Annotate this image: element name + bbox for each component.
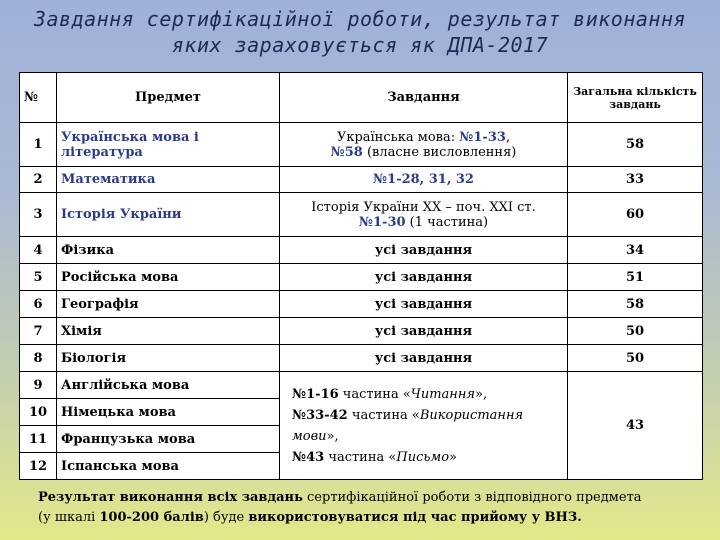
footer-text: ) буде	[203, 510, 249, 525]
task-text: »	[449, 449, 458, 465]
row-subject: Французька мова	[57, 426, 280, 453]
row-task	[280, 193, 568, 237]
row-total: 33	[568, 167, 703, 193]
assignments-table	[19, 72, 703, 480]
footer-text: використовуватися під час прийому у ВНЗ.	[248, 510, 582, 525]
task-text: частина «	[324, 449, 397, 465]
task-part-name: Читання	[410, 386, 476, 402]
row-num: 4	[20, 237, 57, 264]
row-total: 50	[568, 318, 703, 345]
row-subject: Хімія	[57, 318, 280, 345]
row-subject: Німецька мова	[57, 399, 280, 426]
task-part-name: Використання мови	[292, 407, 524, 444]
row-task: усі завдання	[280, 237, 568, 264]
header-total: Загальна кількість завдань	[568, 73, 703, 123]
table-row	[20, 345, 703, 372]
row-num: 8	[20, 345, 57, 372]
task-text: »,	[326, 428, 339, 444]
task-text: ,	[505, 129, 511, 145]
row-task: усі завдання	[280, 264, 568, 291]
row-task: усі завдання	[280, 318, 568, 345]
row-subject: Іспанська мова	[57, 453, 280, 480]
task-text: частина «	[347, 407, 420, 423]
table-row	[20, 372, 703, 399]
page-title	[20, 6, 700, 58]
row-total: 60	[568, 193, 703, 237]
header-task: Завдання	[280, 73, 568, 123]
footer-note	[38, 488, 688, 528]
table-row	[20, 167, 703, 193]
task-range: №43	[292, 449, 325, 465]
row-total: 34	[568, 237, 703, 264]
table-row	[20, 237, 703, 264]
row-total: 50	[568, 345, 703, 372]
table-row	[20, 193, 703, 237]
row-subject: Фізика	[57, 237, 280, 264]
row-num: 10	[20, 399, 57, 426]
task-range: №33-42	[292, 407, 348, 423]
languages-total: 43	[568, 372, 703, 480]
row-num: 5	[20, 264, 57, 291]
row-num: 9	[20, 372, 57, 399]
row-subject: Математика	[57, 167, 280, 193]
footer-text: Результат виконання всіх завдань	[38, 490, 303, 505]
row-num: 6	[20, 291, 57, 318]
languages-task	[280, 372, 568, 480]
row-num: 1	[20, 123, 57, 167]
table-row	[20, 291, 703, 318]
task-text: Історія України ХХ – поч. ХХІ ст.	[311, 199, 536, 215]
header-num: №	[20, 73, 57, 123]
row-task: №1-28, 31, 32	[280, 167, 568, 193]
row-task: усі завдання	[280, 345, 568, 372]
row-subject: Українська мова і література	[57, 123, 280, 167]
row-subject: Біологія	[57, 345, 280, 372]
task-range: №1-30	[358, 214, 406, 230]
task-text: »,	[475, 386, 488, 402]
title-line-2: яких зараховується як ДПА-2017	[171, 33, 549, 57]
row-subject: Історія України	[57, 193, 280, 237]
task-text: (власне висловлення)	[362, 144, 517, 160]
row-num: 3	[20, 193, 57, 237]
task-text: (1 частина)	[405, 214, 489, 230]
row-total: 58	[568, 123, 703, 167]
row-num: 2	[20, 167, 57, 193]
task-part-name: Письмо	[396, 449, 450, 465]
row-total: 51	[568, 264, 703, 291]
table-row	[20, 318, 703, 345]
row-total: 58	[568, 291, 703, 318]
header-subject: Предмет	[57, 73, 280, 123]
table-row	[20, 123, 703, 167]
row-num: 7	[20, 318, 57, 345]
task-range: №58	[330, 144, 363, 160]
footer-text: 100-200 балів	[99, 510, 204, 525]
table-row	[20, 264, 703, 291]
row-task: усі завдання	[280, 291, 568, 318]
row-subject: Географія	[57, 291, 280, 318]
row-num: 11	[20, 426, 57, 453]
title-line-1: Завдання сертифікаційної роботи, результат виконання	[33, 7, 687, 31]
row-subject: Російська мова	[57, 264, 280, 291]
row-subject: Англійська мова	[57, 372, 280, 399]
task-text: частина «	[338, 386, 411, 402]
table-header-row	[20, 73, 703, 123]
row-task	[280, 123, 568, 167]
task-text: Українська мова:	[336, 129, 460, 145]
footer-text: сертифікаційної роботи з відповідного предмета	[302, 490, 642, 505]
footer-text: (у шкалі	[38, 510, 100, 525]
row-num: 12	[20, 453, 57, 480]
task-range: №1-16	[292, 386, 339, 402]
task-range: №1-33	[459, 129, 506, 145]
